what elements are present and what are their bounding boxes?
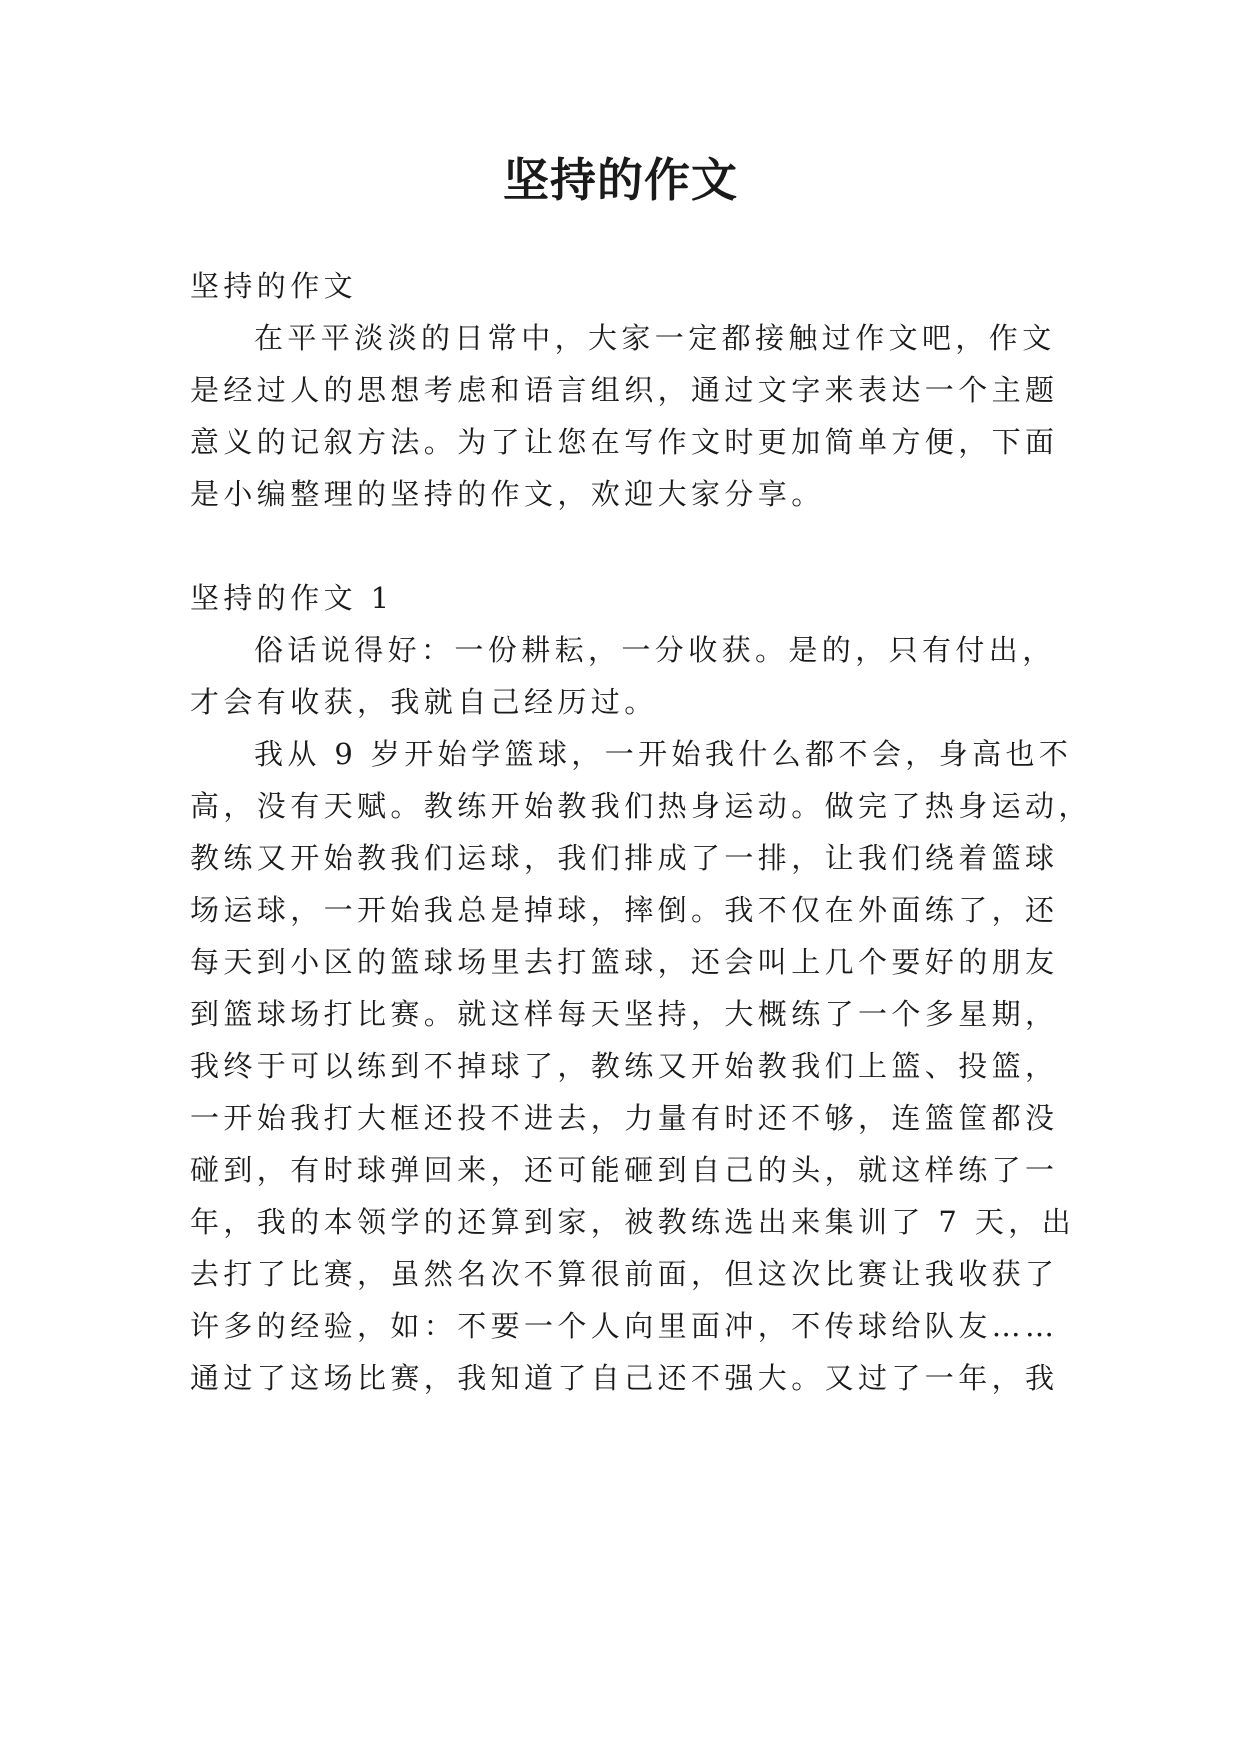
body-line: 到篮球场打比赛。就这样每天坚持，大概练了一个多星期， bbox=[190, 997, 1059, 1031]
intro-line: 是经过人的思想考虑和语言组织，通过文字来表达一个主题 bbox=[190, 373, 1059, 407]
body-line: 碰到，有时球弹回来，还可能砸到自己的头，就这样练了一 bbox=[190, 1153, 1059, 1187]
body-line: 教练又开始教我们运球，我们排成了一排，让我们绕着篮球 bbox=[190, 841, 1059, 875]
body-line: 通过了这场比赛，我知道了自己还不强大。又过了一年，我 bbox=[190, 1361, 1059, 1395]
body-line: 许多的经验，如：不要一个人向里面冲，不传球给队友…… bbox=[190, 1309, 1059, 1343]
intro-line: 在平平淡淡的日常中，大家一定都接触过作文吧，作文 bbox=[254, 321, 1056, 355]
body-line: 高，没有天赋。教练开始教我们热身运动。做完了热身运动， bbox=[190, 789, 1092, 823]
body-line: 去打了比赛，虽然名次不算很前面，但这次比赛让我收获了 bbox=[190, 1257, 1059, 1291]
body-line: 才会有收获，我就自己经历过。 bbox=[190, 685, 658, 719]
body-line: 我终于可以练到不掉球了，教练又开始教我们上篮、投篮， bbox=[190, 1049, 1059, 1083]
intro-line: 意义的记叙方法。为了让您在写作文时更加简单方便，下面 bbox=[190, 425, 1059, 459]
body-line: 每天到小区的篮球场里去打篮球，还会叫上几个要好的朋友 bbox=[190, 945, 1059, 979]
page-title: 坚持的作文 bbox=[503, 153, 738, 207]
section-heading: 坚持的作文 1 bbox=[190, 581, 394, 615]
document-subtitle: 坚持的作文 bbox=[190, 269, 358, 303]
intro-line: 是小编整理的坚持的作文，欢迎大家分享。 bbox=[190, 477, 825, 511]
body-line: 我从 9 岁开始学篮球，一开始我什么都不会，身高也不 bbox=[254, 737, 1073, 771]
body-line: 俗话说得好：一份耕耘，一分收获。是的，只有付出， bbox=[254, 633, 1056, 667]
body-line: 场运球，一开始我总是掉球，摔倒。我不仅在外面练了，还 bbox=[190, 893, 1059, 927]
body-line: 一开始我打大框还投不进去，力量有时还不够，连篮筐都没 bbox=[190, 1101, 1059, 1135]
body-line: 年，我的本领学的还算到家，被教练选出来集训了 7 天，出 bbox=[190, 1205, 1076, 1239]
